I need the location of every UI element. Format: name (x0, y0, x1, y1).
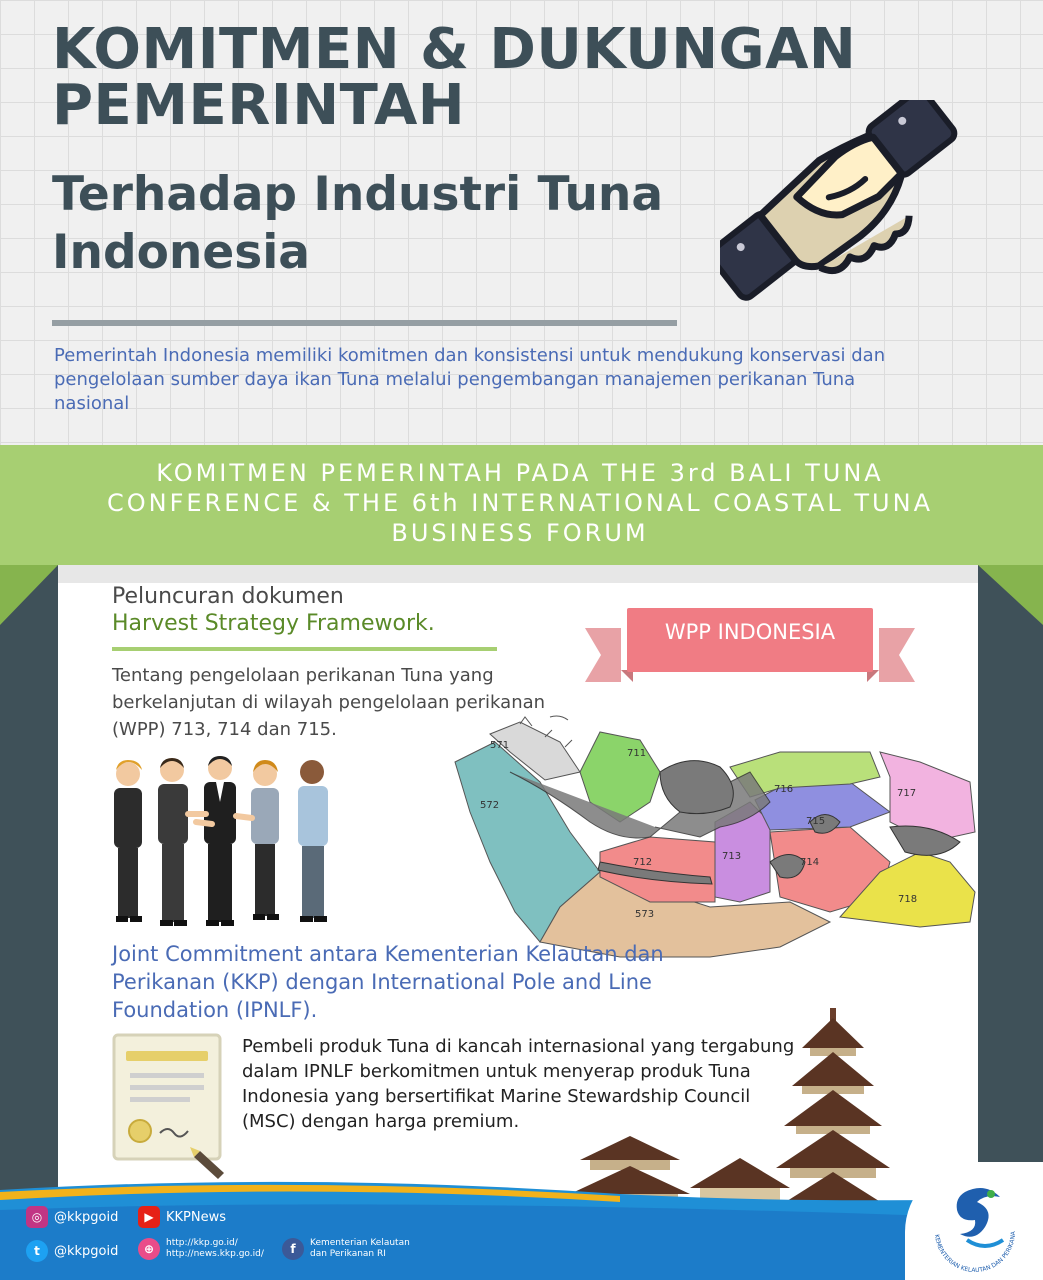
website-url-2: http://news.kkp.go.id/ (166, 1249, 264, 1259)
youtube-link[interactable] (138, 1206, 226, 1228)
intro-text: Pemerintah Indonesia memiliki komitmen dan konsistensi untuk mendukung konservasi dan pengelolaan sumber daya ikan Tuna melalui pengembangan manajemen perikanan Tuna nasional (54, 345, 886, 414)
commitment-title: Joint Commitment antara Kementerian Kelautan dan Perikanan (KKP) dengan International Pole and Line Foundation (IPNLF). (112, 942, 664, 1022)
left-frame-corner (0, 565, 58, 625)
wpp-label-715: 715 (806, 816, 826, 827)
commitment-body: Pembeli produk Tuna di kancah internasional yang tergabung dalam IPNLF berkomitmen untuk menyerap produk Tuna Indonesia yang bersertifikat Marine Stewardship Council (MSC) dengan harga premium. (242, 1036, 795, 1132)
kkp-logo-badge (905, 1162, 1043, 1280)
wpp-label-718: 718 (898, 894, 918, 905)
left-frame (0, 565, 58, 1280)
twitter-handle: @kkpgoid (54, 1243, 119, 1259)
twitter-link[interactable] (26, 1240, 118, 1262)
conference-banner-text: KOMITMEN PEMERINTAH PADA THE 3rd BALI TUNA CONFERENCE & THE 6th INTERNATIONAL COASTAL TUNA BUSINESS FORUM (106, 459, 933, 547)
wpp-label-713: 713 (722, 851, 742, 862)
youtube-handle: KKPNews (166, 1209, 227, 1225)
wpp-label-573: 573 (635, 909, 655, 920)
wpp-label-717: 717 (897, 788, 917, 799)
page-subtitle: Terhadap Industri Tuna Indonesia (52, 167, 664, 280)
website-url-1: http://kkp.go.id/ (166, 1238, 238, 1248)
kkp-logo-icon (905, 1162, 1043, 1280)
facebook-name-line2: dan Perikanan RI (310, 1249, 386, 1259)
certificate-icon (112, 1033, 237, 1183)
facebook-icon: f (282, 1238, 304, 1260)
business-people-illustration (100, 752, 340, 932)
handshake-icon (720, 100, 970, 320)
framework-title: Peluncuran dokumen (112, 584, 344, 609)
instagram-link[interactable] (26, 1206, 118, 1228)
wpp-label-572: 572 (480, 800, 500, 811)
globe-icon: ⊕ (138, 1238, 160, 1260)
kkp-logo-text: KEMENTERIAN KELAUTAN DAN PERIKANA (933, 1231, 1018, 1275)
svg-text:KEMENTERIAN KELAUTAN DAN PERIK (905, 1162, 1017, 1274)
framework-divider (112, 647, 497, 651)
framework-body: Tentang pengelolaan perikanan Tuna yang berkelanjutan di wilayah pengelolaan perikanan (WPP) 713, 714 dan 715. (112, 665, 546, 740)
footer (0, 1180, 1043, 1280)
right-frame-corner (978, 565, 1043, 625)
wpp-label-711: 711 (627, 748, 647, 759)
twitter-icon: t (26, 1240, 48, 1262)
facebook-name-line1: Kementerian Kelautan (310, 1238, 410, 1248)
framework-highlight: Harvest Strategy Framework. (112, 611, 435, 636)
wpp-label-571: 571 (490, 740, 510, 751)
footer-wave (0, 1180, 1043, 1280)
wpp-label-716: 716 (774, 784, 794, 795)
website-link[interactable] (138, 1238, 264, 1260)
page-title: KOMITMEN & DUKUNGAN PEMERINTAH (52, 17, 857, 138)
instagram-icon: ◎ (26, 1206, 48, 1228)
instagram-handle: @kkpgoid (54, 1209, 119, 1225)
youtube-icon: ▶ (138, 1206, 160, 1228)
panel-top-shadow (58, 565, 978, 583)
wpp-ribbon-label: WPP INDONESIA (664, 620, 836, 644)
facebook-link[interactable] (282, 1238, 410, 1260)
title-divider (52, 320, 677, 326)
wpp-label-714: 714 (800, 857, 820, 868)
wpp-map (450, 712, 985, 962)
wpp-label-712: 712 (633, 857, 653, 868)
